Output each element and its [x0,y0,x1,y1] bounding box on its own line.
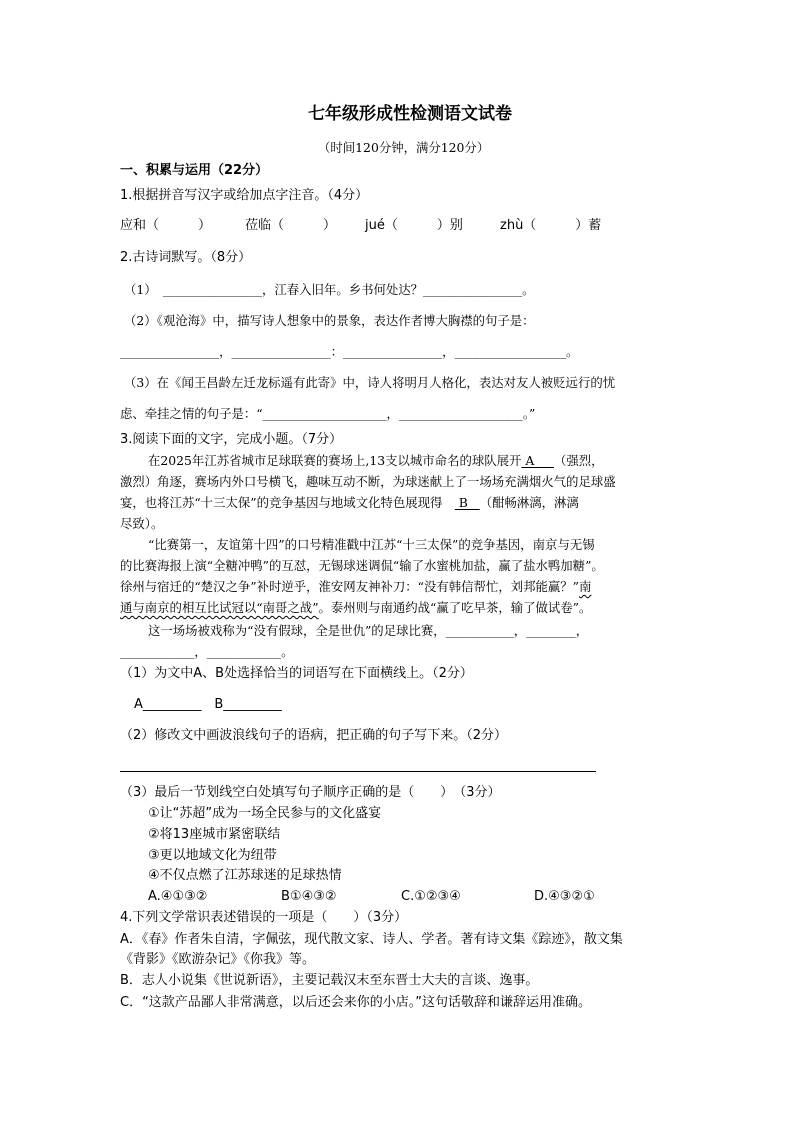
q4-option-b: B．志人小说集《世说新语》，主要记载汉末至东晋士大夫的言谈、逸事。 [120,973,539,988]
passage-p3-line-1: 这一场场被戏称为“没有假球，全是世仇”的足球比赛，___________，________， [148,623,589,638]
q1-item-3: jué（ ）别 [365,218,463,233]
q3-sub-2: （2）修改文中画波浪线句子的语病，把正确的句子写下来。（2分） [120,728,508,743]
q4-option-a-line-1: A．《春》作者朱自清，字佩弦，现代散文家、诗人、学者。著有诗文集《踪迹》，散文集 [120,932,623,947]
wavy-underlined-sentence: 南 [579,579,592,594]
answer-line [120,771,596,772]
q2-line-2: （2）《观沧海》中，描写诗人想象中的景象，表达作者博大胸襟的句子是： [124,313,535,328]
passage-p2-line-4 [120,600,591,616]
q2-line-5: 虑、牵挂之情的句子是：“____________________，____________________。” [120,406,536,421]
passage-p2-line-3 [120,579,591,595]
passage-p1-line-4: 尽致）。 [120,516,164,531]
q4-option-a-line-2: 《背影》《欧游杂记》《你我》等。 [120,952,316,967]
blank-a: A [521,453,554,468]
blank-b: B [454,495,480,510]
passage-text: 宴，也将江苏“十三太保”的竞争基因与地域文化特色展现得 [120,495,455,510]
q1-item-1: 应和（ ） [120,218,212,233]
question-3-prompt: 3.阅读下面的文字，完成小题。（7分） [120,432,343,447]
sentence-option-1: ①让“苏超”成为一场全民参与的文化盛宴 [148,806,382,821]
exam-title: 七年级形成性检测语文试卷 [308,104,512,124]
choice-d: D.④③②① [534,889,595,904]
q3-sub-3: （3）最后一节划线空白处填写句子顺序正确的是（ ） （3分） [120,785,501,800]
choice-a: A.④①③② [148,889,208,904]
q3-sub-1-answer: A_________ B_________ [134,697,282,712]
sentence-option-4: ④不仅点燃了江苏球迷的足球热情 [148,868,342,883]
passage-text: 。泰州则与南通约战“赢了吃早茶，输了做试卷”。 [318,600,592,615]
section-heading: 一、积累与运用（22分） [120,163,269,178]
choice-b: B①④③② [281,889,337,904]
q1-item-4: zhù（ ）蓄 [500,218,602,233]
q1-item-2: 莅临（ ） [245,218,337,233]
passage-text: （酣畅淋漓，淋漓 [479,495,579,510]
passage-p2-line-2: 的比赛海报上演“全糖冲鸭”的互怼，无锡球迷调侃“输了水蜜桃加盐，赢了盐水鸭加糖”。 [120,558,604,573]
passage-p3-line-2: ____________，____________。 [120,644,294,659]
passage-p1-line-2: 激烈）角逐，赛场内外口号横飞，趣味互动不断，为球迷献上了一场场充满烟火气的足球盛 [120,474,616,489]
sentence-option-3: ③更以地域文化为纽带 [148,848,277,863]
passage-p1-line-1 [148,453,604,469]
question-2-prompt: 2.古诗词默写。（8分） [120,250,252,265]
choice-c: C.①②③④ [401,889,461,904]
q2-line-3: ________________，________________：________________，__________________。 [120,344,579,359]
sentence-option-2: ②将13座城市紧密联结 [148,827,281,842]
q2-line-4: （3）在《闻王昌龄左迁龙标遥有此寄》中，诗人将明月人格化，表达对友人被贬远行的忧 [124,375,616,390]
question-1-prompt: 1.根据拼音写汉字或给加点字注音。（4分） [120,188,369,203]
passage-text: （强烈， [554,453,604,468]
passage-text: 徐州与宿迁的“楚汉之争”补时逆乎，淮安网友神补刀：“没有韩信帮忙，刘邦能赢？” [120,579,580,594]
q3-sub-1: （1）为文中A、B处选择恰当的词语写在下面横线上。（2分） [120,666,473,681]
passage-text: 在2025年江苏省城市足球联赛的赛场上,13支以城市命名的球队展开 [148,453,522,468]
passage-p1-line-3 [120,495,579,511]
passage-p2-line-1: “比赛第一，友谊第十四”的口号精准戳中江苏“十三太保”的竞争基因，南京与无锡 [148,537,595,552]
exam-subtitle: （时间120分钟，满分120分） [318,140,490,155]
q2-line-1: （1） ________________，江春入旧年。乡书何处达？________________。 [124,282,535,297]
wavy-underlined-sentence: 通与南京的相互比试冠以“南哥之战” [120,600,319,615]
q4-option-c: C．“这款产品鄙人非常满意，以后还会来你的小店。”这句话敬辞和谦辞运用准确。 [120,995,592,1010]
question-4-prompt: 4.下列文学常识表述错误的一项是（ ）（3分） [120,910,408,925]
